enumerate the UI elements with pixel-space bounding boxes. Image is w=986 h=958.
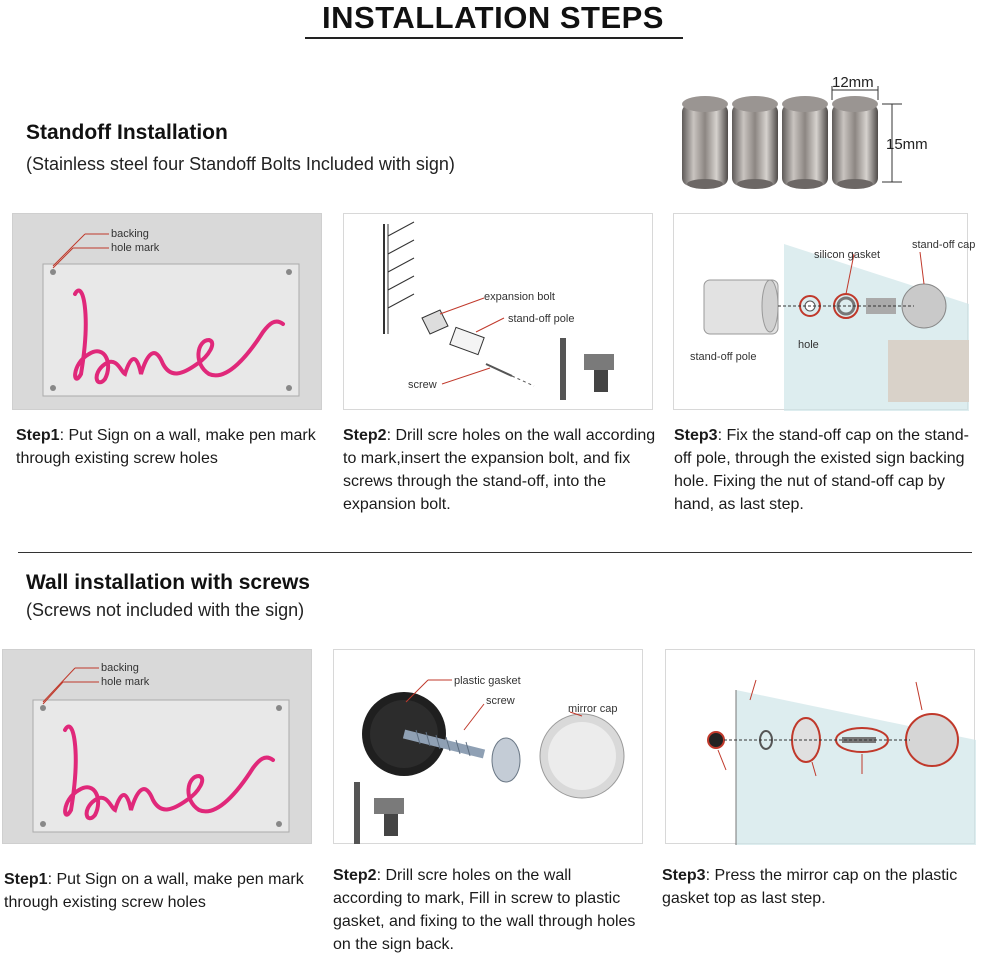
label-plastic-gasket: plastic gasket xyxy=(454,675,521,687)
wall-step1-image xyxy=(2,649,312,844)
wall-step2-image xyxy=(333,649,643,844)
standoff-bolts-image xyxy=(676,76,966,196)
label-screw: screw xyxy=(408,379,437,391)
standoff-subheading: (Stainless steel four Standoff Bolts Included with sign) xyxy=(26,154,455,174)
bolt-4 xyxy=(832,96,878,189)
label-backing: backing xyxy=(111,228,149,240)
dimension-width-label: 12mm xyxy=(832,74,874,91)
label-backing-2: backing xyxy=(101,662,139,674)
label-silicon-gasket: silicon gasket xyxy=(814,249,881,261)
section-divider xyxy=(18,552,972,553)
standoff-step1-text: Step1: Put Sign on a wall, make pen mark through existing screw holes xyxy=(16,427,316,467)
wall-heading: Wall installation with screws xyxy=(26,571,310,594)
label-stand-off-cap: stand-off cap xyxy=(912,239,976,251)
wall-step3-text: Step3: Press the mirror cap on the plastic gasket top as last step. xyxy=(662,867,958,907)
label-mirror-cap: mirror cap xyxy=(568,703,618,715)
standoff-step3-text: Step3: Fix the stand-off cap on the stand-off pole, through the existed sign backing hole. Fixing the nut of stand-off cap by hand, as last step. xyxy=(674,427,969,513)
label-screw-2: screw xyxy=(486,695,515,707)
label-expansion-bolt: expansion bolt xyxy=(484,291,555,303)
standoff-step3-image xyxy=(673,213,976,410)
label-hole-mark-2: hole mark xyxy=(101,676,150,688)
wall-subheading: (Screws not included with the sign) xyxy=(26,600,305,620)
standoff-step2-text: Step2: Drill scre holes on the wall according to mark,insert the expansion bolt, and fix screws through the stand-off, into the expansion bolt. xyxy=(343,427,656,513)
wall-step3-image xyxy=(665,649,975,844)
wall-step2-text: Step2: Drill scre holes on the wall according to mark, Fill in screw to plastic gasket, and fixing to the wall through holes on the sign back. xyxy=(333,867,636,953)
bolt-3 xyxy=(782,96,828,189)
bolt-1 xyxy=(682,96,728,189)
bolt-2 xyxy=(732,96,778,189)
page-title: INSTALLATION STEPS xyxy=(322,0,664,35)
title-underline xyxy=(305,37,683,39)
standoff-step2-image xyxy=(343,213,653,410)
dimension-height-label: 15mm xyxy=(886,136,928,153)
label-hole-mark: hole mark xyxy=(111,242,160,254)
wall-step1-text: Step1: Put Sign on a wall, make pen mark through existing screw holes xyxy=(4,871,304,911)
standoff-heading: Standoff Installation xyxy=(26,121,228,144)
label-stand-off-pole-3: stand-off pole xyxy=(690,351,757,363)
label-stand-off-pole: stand-off pole xyxy=(508,313,575,325)
standoff-step1-image xyxy=(12,213,322,410)
label-hole: hole xyxy=(798,339,819,351)
